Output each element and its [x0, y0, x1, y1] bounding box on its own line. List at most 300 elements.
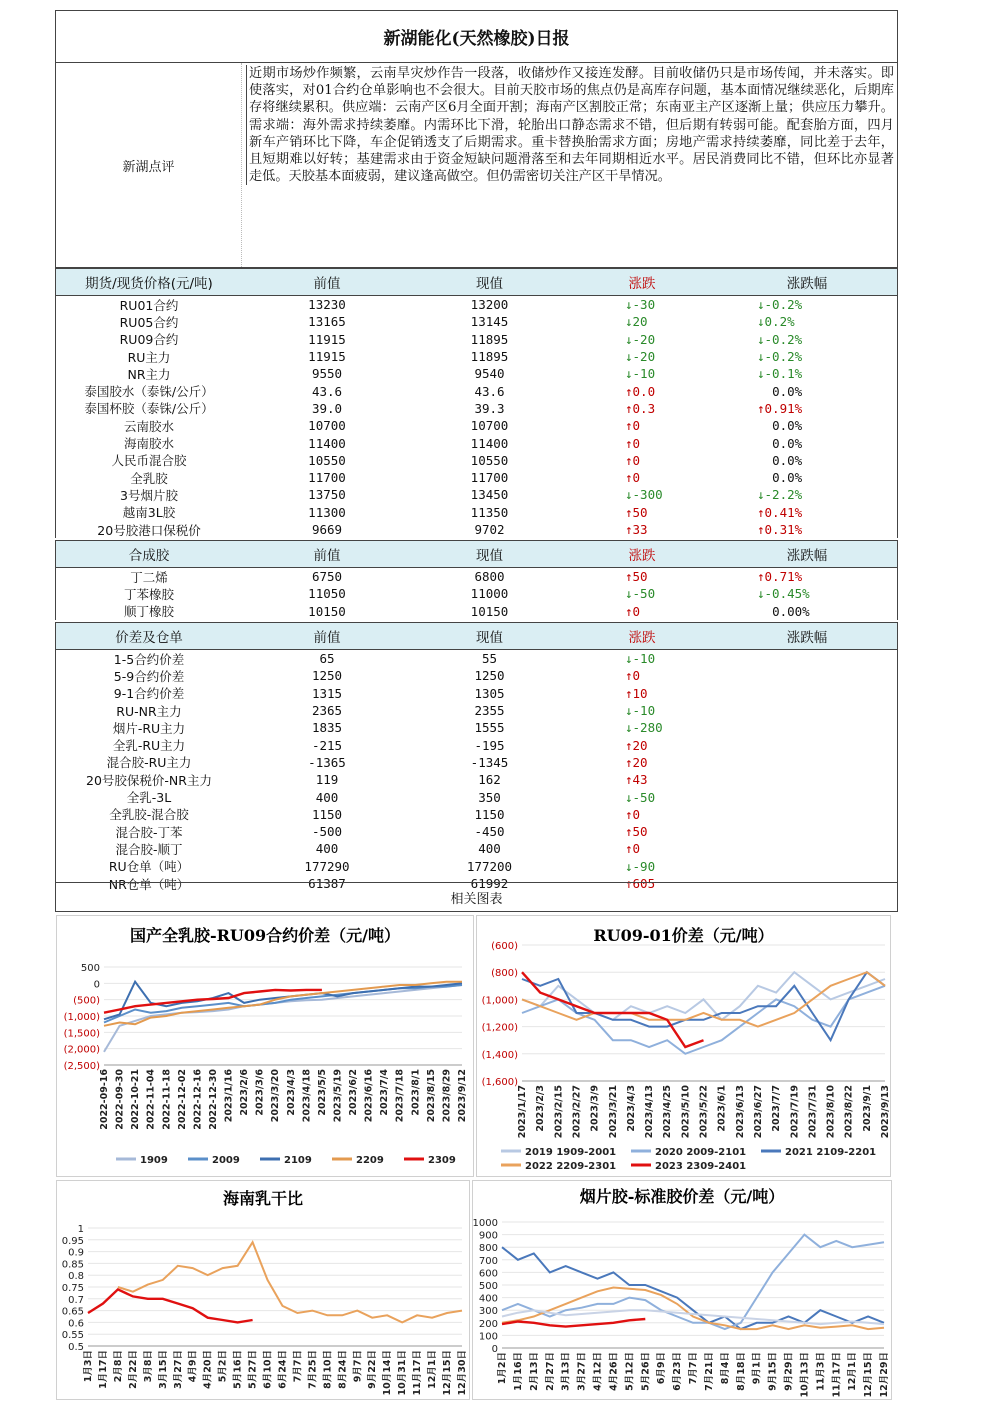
cell-curr: 350	[478, 789, 501, 805]
y-tick-label: (800)	[491, 968, 518, 980]
x-tick-label: 12月1日	[427, 1350, 439, 1389]
x-tick-label: 2022-09-16	[99, 1069, 110, 1130]
change-value: 43	[632, 772, 648, 788]
x-tick-label: 5月26日	[640, 1352, 652, 1391]
x-tick-label: 2月22日	[127, 1350, 139, 1389]
change-value: 0	[632, 603, 641, 619]
x-tick-label: 2023/5/22	[698, 1085, 710, 1139]
x-tick-label: 2023/4/3	[625, 1085, 637, 1132]
change-value: -20	[632, 349, 656, 365]
x-tick-label: 5月16日	[232, 1350, 244, 1389]
cell-name: 全乳-RU主力	[112, 738, 186, 754]
table-row	[56, 296, 897, 313]
x-tick-label: 2023/7/19	[789, 1085, 801, 1139]
table-row	[56, 417, 897, 434]
cell-name: 全乳胶	[130, 470, 168, 486]
cell-name: 越南3L胶	[122, 505, 176, 521]
y-tick-label: (1,000)	[481, 995, 518, 1007]
cell-pct	[717, 569, 897, 584]
x-tick-label: 2023/8/10	[825, 1085, 837, 1139]
change-value: 10	[632, 685, 648, 701]
x-tick-label: 2023/8/1	[410, 1069, 422, 1116]
legend-label: 1909	[140, 1155, 168, 1166]
x-tick-label: 2023/1/17	[517, 1085, 528, 1139]
x-tick-label: 7月21日	[703, 1352, 715, 1391]
y-tick-label: 900	[478, 1230, 498, 1242]
cell-curr: 162	[478, 772, 501, 788]
table-row	[56, 823, 897, 840]
cell-name: 混合胶-顺丁	[115, 841, 183, 857]
y-tick-label: 0.7	[68, 1294, 84, 1306]
cell-curr: 39.3	[474, 400, 505, 416]
y-tick-label: 200	[478, 1318, 498, 1330]
x-tick-label: 2023/7/31	[807, 1085, 819, 1139]
arrow-down-icon: ↓	[757, 331, 765, 347]
cell-change	[567, 586, 717, 601]
spreads-header-name: 价差及仓单	[115, 630, 183, 646]
legend-label: 2023 2309-2401	[655, 1161, 747, 1172]
x-tick-label: 2023/3/9	[589, 1085, 601, 1132]
table-row	[56, 840, 897, 857]
arrow-up-icon: ↑	[625, 806, 633, 822]
y-tick-label: 1	[77, 1224, 84, 1235]
cell-name: 全乳胶-混合胶	[109, 807, 189, 823]
table-row	[56, 585, 897, 602]
cell-prev: 61387	[308, 876, 346, 891]
cell-pct	[717, 366, 897, 381]
x-tick-label: 2023/5/5	[316, 1069, 328, 1116]
cell-prev: 177290	[304, 858, 350, 874]
cell-prev: 11700	[308, 470, 346, 486]
cell-name: 混合胶-丁苯	[115, 824, 183, 840]
futures-header-prev: 前值	[313, 276, 341, 292]
x-tick-label: 2023/2/6	[239, 1069, 251, 1116]
cell-change	[567, 349, 717, 364]
y-tick-label: 0.9	[68, 1247, 84, 1259]
arrow-down-icon: ↓	[757, 297, 765, 313]
change-value: 605	[632, 876, 656, 891]
cell-pct	[717, 314, 897, 329]
legend-label: 2109	[284, 1155, 312, 1166]
change-value: 50	[632, 504, 648, 520]
x-tick-label: 4月9日	[187, 1350, 199, 1383]
futures-header-curr: 现值	[476, 276, 503, 292]
x-tick-label: 5月27日	[247, 1350, 259, 1389]
arrow-up-icon: ↑	[625, 841, 633, 857]
synthetic-header-chg: 涨跌	[628, 548, 656, 564]
cell-change	[567, 384, 717, 399]
cell-change	[567, 841, 717, 856]
change-value: 50	[632, 569, 648, 585]
cell-curr: 10150	[470, 603, 509, 619]
x-tick-label: 2023/4/13	[644, 1085, 656, 1139]
cell-pct	[717, 418, 897, 433]
table-row	[56, 400, 897, 417]
arrow-up-icon: ↑	[625, 400, 633, 416]
cell-prev: 2365	[311, 703, 343, 719]
cell-curr: 11350	[470, 504, 509, 520]
x-tick-label: 1月3日	[83, 1350, 94, 1383]
cell-name: 泰国胶水（泰铢/公斤）	[84, 384, 214, 400]
cell-curr: 1250	[474, 668, 505, 684]
x-tick-label: 6月9日	[656, 1352, 668, 1385]
y-tick-label: (1,200)	[481, 1022, 518, 1034]
y-tick-label: 0	[491, 1344, 498, 1355]
x-tick-label: 6月10日	[262, 1350, 274, 1389]
table-row	[56, 331, 897, 348]
arrow-up-icon: ↑	[757, 504, 765, 520]
y-tick-label: (600)	[491, 941, 518, 952]
x-tick-label: 2023/5/10	[680, 1085, 692, 1139]
cell-curr: 1150	[474, 806, 505, 822]
chart-title: 国产全乳胶-RU09合约价差（元/吨）	[129, 926, 401, 945]
legend-label: 2309	[428, 1155, 456, 1166]
chart-title: 烟片胶-标准胶价差（元/吨）	[579, 1187, 785, 1206]
cell-name: 20号胶保税价-NR主力	[86, 772, 212, 788]
cell-curr: 6800	[474, 569, 505, 585]
cell-pct	[717, 522, 897, 537]
x-tick-label: 2023/2/15	[553, 1085, 565, 1139]
cell-curr: -450	[474, 824, 505, 840]
futures-header-name: 期货/现货价格(元/吨)	[85, 276, 213, 292]
cell-prev: 11915	[308, 349, 346, 365]
table-row	[56, 521, 897, 538]
x-tick-label: 6月24日	[277, 1350, 289, 1389]
x-tick-label: 2月27日	[544, 1352, 556, 1391]
pct-value: -2.2%	[764, 487, 803, 503]
cell-name: RU仓单（吨）	[108, 859, 190, 875]
synthetic-header-curr: 现值	[476, 548, 503, 564]
change-value: 20	[632, 737, 648, 753]
cell-curr: 11895	[470, 331, 509, 347]
spreads-header-row	[56, 622, 897, 650]
chart-hainan-ratio	[56, 1180, 470, 1400]
table-row	[56, 452, 897, 469]
spread-table	[55, 622, 898, 892]
cell-name: 泰国杯胶（泰铢/公斤）	[84, 401, 214, 417]
x-tick-label: 2023/1/16	[223, 1069, 235, 1123]
y-tick-label: 0.85	[61, 1259, 84, 1271]
table-row	[56, 434, 897, 451]
futures-header-pct: 涨跌幅	[786, 276, 828, 292]
x-tick-label: 1月16日	[512, 1352, 524, 1391]
chart-title: 海南乳干比	[222, 1189, 304, 1208]
x-tick-label: 2023/4/25	[662, 1085, 674, 1139]
synthetic-header-name: 合成胶	[128, 548, 170, 564]
pct-value: -0.45%	[764, 586, 810, 602]
x-tick-label: 3月15日	[157, 1350, 169, 1389]
cell-pct	[717, 505, 897, 520]
cell-change	[567, 738, 717, 753]
cell-name: 海南胶水	[123, 436, 174, 452]
cell-pct	[717, 586, 897, 601]
cell-prev: 11050	[308, 586, 346, 602]
x-tick-label: 11月3日	[815, 1352, 827, 1391]
cell-change	[567, 297, 717, 312]
legend-label: 2022 2209-2301	[525, 1161, 617, 1172]
y-tick-label: 600	[478, 1268, 498, 1280]
spreads-header-pct: 涨跌幅	[786, 630, 828, 646]
y-tick-label: (1,600)	[481, 1077, 518, 1088]
y-tick-label: 0.8	[68, 1271, 84, 1283]
synthetic-table	[55, 540, 898, 620]
arrow-down-icon: ↓	[757, 349, 765, 365]
cell-name: 人民币混合胶	[111, 453, 187, 469]
cell-curr: 11400	[470, 435, 509, 451]
x-tick-label: 12月29日	[879, 1352, 890, 1398]
cell-change	[567, 366, 717, 381]
arrow-up-icon: ↑	[625, 569, 633, 585]
x-tick-label: 7月7日	[688, 1352, 699, 1385]
y-tick-label: (2,500)	[63, 1061, 100, 1072]
table-row	[56, 858, 897, 875]
chart-border	[57, 916, 474, 1177]
cell-curr: 55	[481, 651, 498, 667]
x-tick-label: 2月8日	[112, 1350, 124, 1383]
x-tick-label: 6月23日	[672, 1352, 684, 1391]
arrow-up-icon: ↑	[625, 435, 633, 451]
comment-section	[55, 62, 898, 268]
x-tick-label: 5月2日	[217, 1350, 229, 1383]
cell-prev: 10700	[308, 418, 346, 434]
cell-prev: 9669	[311, 522, 343, 537]
cell-prev: 39.0	[311, 400, 343, 416]
cell-prev: -215	[311, 737, 343, 753]
y-tick-label: 300	[478, 1306, 498, 1318]
cell-change	[567, 487, 717, 502]
y-tick-label: (500)	[73, 995, 100, 1007]
arrow-down-icon: ↓	[625, 586, 633, 602]
arrow-up-icon: ↑	[625, 876, 633, 891]
x-tick-label: 1月2日	[497, 1352, 508, 1385]
x-tick-label: 2023/3/21	[607, 1085, 619, 1139]
x-tick-label: 2023/6/2	[348, 1069, 360, 1116]
y-tick-label: 0.5	[68, 1342, 84, 1353]
y-tick-label: (1,400)	[481, 1049, 518, 1061]
x-tick-label: 9月7日	[352, 1350, 364, 1383]
y-tick-label: 0.55	[61, 1330, 84, 1342]
x-tick-label: 2月13日	[528, 1352, 540, 1391]
x-tick-label: 2022-09-30	[114, 1069, 126, 1130]
y-tick-label: 400	[478, 1293, 498, 1305]
cell-name: NR主力	[127, 366, 171, 382]
x-tick-label: 2022-11-04	[145, 1069, 157, 1130]
x-tick-label: 3月27日	[576, 1352, 588, 1391]
arrow-up-icon: ↑	[625, 754, 633, 770]
x-tick-label: 8月24日	[337, 1350, 349, 1389]
cell-name: 5-9合约价差	[113, 668, 185, 684]
cell-name: RU主力	[127, 349, 171, 365]
legend-label: 2009	[212, 1155, 240, 1166]
cell-pct	[717, 349, 897, 364]
y-tick-label: 0.95	[61, 1235, 84, 1247]
change-value: 0	[632, 806, 641, 822]
change-value: -10	[632, 651, 656, 667]
x-tick-label: 11月17日	[412, 1350, 424, 1396]
arrow-up-icon: ↑	[625, 522, 633, 537]
x-tick-label: 11月17日	[831, 1352, 843, 1398]
cell-prev: 400	[315, 841, 339, 857]
cell-curr: 13145	[470, 314, 509, 330]
cell-curr: 11000	[470, 586, 509, 602]
cell-curr: 61992	[470, 876, 509, 891]
table-row	[56, 806, 897, 823]
pct-value: 0.0%	[772, 435, 803, 451]
cell-curr: 13450	[470, 487, 509, 503]
cell-change	[567, 859, 717, 874]
spreads-header-prev: 前值	[313, 630, 341, 646]
cell-change	[567, 720, 717, 735]
y-tick-label: 0	[93, 979, 100, 991]
table-row	[56, 313, 897, 330]
arrow-up-icon: ↑	[625, 470, 633, 486]
synthetic-header-pct: 涨跌幅	[786, 548, 828, 564]
cell-curr: 400	[478, 841, 501, 857]
change-value: -280	[632, 720, 663, 736]
cell-pct	[717, 453, 897, 468]
cell-prev: 119	[315, 772, 339, 788]
cell-prev: 1315	[311, 685, 343, 701]
y-tick-label: 0.65	[61, 1306, 84, 1318]
cell-change	[567, 314, 717, 329]
y-tick-label: 0.6	[68, 1318, 84, 1330]
x-tick-label: 2023/3/6	[254, 1069, 266, 1116]
change-value: 20	[632, 754, 648, 770]
synthetic-header-prev: 前值	[313, 548, 341, 564]
pct-value: 0.00%	[772, 603, 810, 619]
pct-value: 0.41%	[764, 504, 803, 520]
arrow-up-icon: ↑	[757, 400, 765, 416]
report-title: 新湖能化(天然橡胶)日报	[55, 10, 898, 62]
change-value: 0	[632, 418, 641, 434]
x-tick-label: 1月17日	[97, 1350, 109, 1389]
arrow-up-icon: ↑	[625, 418, 633, 434]
arrow-up-icon: ↑	[625, 685, 633, 701]
x-tick-label: 2023/8/15	[425, 1069, 437, 1123]
cell-curr: 10550	[470, 452, 509, 468]
y-tick-label: (1,000)	[63, 1012, 100, 1023]
y-tick-label: 800	[478, 1243, 498, 1255]
cell-curr: 1555	[474, 720, 505, 736]
table-row	[56, 568, 897, 585]
change-value: 0	[632, 470, 641, 486]
cell-change	[567, 401, 717, 416]
cell-curr: 11895	[470, 349, 509, 365]
cell-curr: -1345	[470, 754, 509, 770]
cell-prev: 1250	[311, 668, 343, 684]
cell-name: RU09合约	[119, 332, 179, 348]
cell-pct	[717, 604, 897, 619]
legend-label: 2209	[356, 1155, 384, 1166]
cell-prev: 10150	[308, 603, 346, 619]
cell-curr: -195	[474, 737, 505, 753]
cell-change	[567, 332, 717, 347]
y-tick-label: 700	[478, 1255, 498, 1267]
x-tick-label: 2023/6/13	[734, 1085, 746, 1139]
cell-prev: 10550	[308, 452, 346, 468]
change-value: 0.0	[632, 383, 656, 399]
table-row	[56, 685, 897, 702]
cell-name: NR仓单（吨）	[108, 876, 190, 892]
x-tick-label: 8月4日	[719, 1352, 731, 1385]
cell-prev: 13230	[308, 297, 346, 313]
x-tick-label: 12月15日	[442, 1350, 454, 1396]
cell-pct	[717, 470, 897, 485]
table-row	[56, 650, 897, 667]
cell-name: 3号烟片胶	[120, 487, 178, 503]
chart-latex-ru09-spread	[56, 915, 474, 1177]
comment-label: 新湖点评	[56, 63, 242, 267]
x-tick-label: 5月12日	[624, 1352, 636, 1391]
arrow-down-icon: ↓	[757, 586, 765, 602]
x-tick-label: 12月15日	[863, 1352, 875, 1398]
change-value: 0.3	[632, 400, 656, 416]
x-tick-label: 2023/8/22	[843, 1085, 855, 1139]
cell-curr: 1305	[474, 685, 505, 701]
cell-prev: 13750	[308, 487, 346, 503]
y-tick-label: 500	[478, 1281, 498, 1292]
x-tick-label: 2023/6/27	[752, 1085, 764, 1139]
table-row	[56, 504, 897, 521]
cell-curr: 13200	[470, 297, 509, 313]
cell-prev: 65	[319, 651, 335, 667]
change-value: -10	[632, 703, 656, 719]
x-tick-label: 12月30日	[457, 1350, 468, 1396]
x-tick-label: 3月8日	[142, 1350, 154, 1383]
pct-value: -0.2%	[764, 349, 803, 365]
x-tick-label: 9月22日	[367, 1350, 379, 1389]
cell-name: RU01合约	[119, 297, 179, 313]
arrow-down-icon: ↓	[625, 720, 633, 736]
x-tick-label: 2022-12-16	[192, 1069, 204, 1130]
x-tick-label: 8月10日	[322, 1350, 334, 1389]
pct-value: -0.2%	[764, 331, 803, 347]
x-tick-label: 10月13日	[799, 1352, 811, 1398]
x-tick-label: 10月31日	[397, 1350, 409, 1396]
cell-curr: 177200	[466, 858, 513, 874]
x-tick-label: 2023/7/7	[771, 1085, 783, 1132]
cell-change	[567, 453, 717, 468]
legend-label: 2020 2009-2101	[655, 1147, 747, 1158]
x-tick-label: 7月7日	[292, 1350, 304, 1383]
cell-prev: 6750	[311, 569, 343, 585]
arrow-down-icon: ↓	[625, 858, 633, 874]
change-value: -20	[632, 331, 656, 347]
change-value: 33	[632, 522, 648, 537]
arrow-up-icon: ↑	[757, 569, 765, 585]
x-tick-label: 12月1日	[847, 1352, 859, 1391]
table-row	[56, 382, 897, 399]
chart-title: RU09-01价差（元/吨）	[593, 926, 774, 945]
cell-curr: 9702	[474, 522, 505, 537]
cell-change	[567, 569, 717, 584]
cell-change	[567, 418, 717, 433]
x-tick-label: 2023/7/18	[394, 1069, 406, 1123]
table-row	[56, 719, 897, 736]
x-tick-label: 2023/6/16	[363, 1069, 375, 1123]
x-tick-label: 9月1日	[751, 1352, 763, 1385]
pct-value: 0.0%	[772, 383, 803, 399]
x-tick-label: 9月29日	[783, 1352, 795, 1391]
change-value: 0	[632, 668, 641, 684]
arrow-down-icon: ↓	[625, 314, 633, 330]
x-tick-label: 4月12日	[592, 1352, 604, 1391]
change-value: 0	[632, 452, 641, 468]
change-value: -10	[632, 366, 656, 382]
cell-name: 丁苯橡胶	[123, 586, 174, 602]
cell-pct	[717, 297, 897, 312]
cell-name: 丁二烯	[130, 569, 168, 585]
